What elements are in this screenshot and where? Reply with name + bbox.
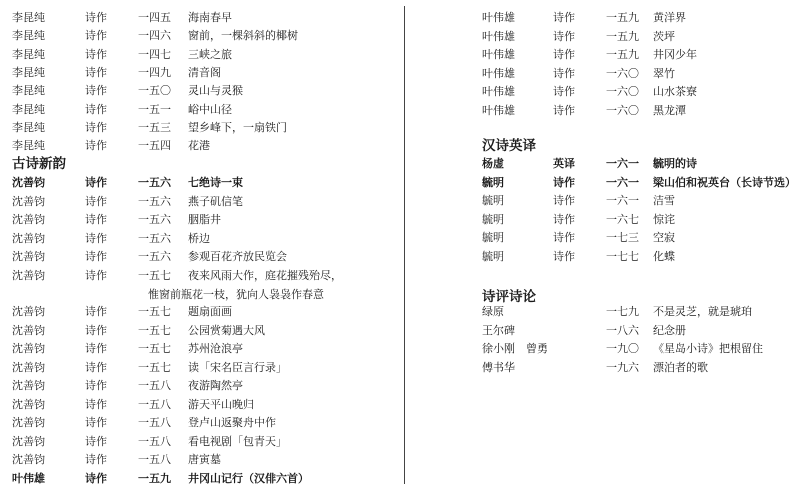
- entry-title: 桥边: [188, 231, 210, 245]
- entry-title: 望乡峰下，一扇铁门: [188, 120, 287, 134]
- entry-author: 沈善钧: [12, 416, 45, 429]
- entry-author: 叶伟雄: [12, 471, 45, 485]
- entry-author: 叶伟雄: [482, 66, 515, 80]
- entry-page: 一五六: [138, 231, 171, 245]
- entry-page: 一六〇: [606, 104, 639, 117]
- entry-type: 诗作: [85, 29, 107, 43]
- entry-type: 诗作: [85, 416, 107, 429]
- entry-author: 李昆纯: [12, 102, 45, 116]
- entry-title: 山水茶寮: [653, 85, 697, 99]
- entry-title-continuation: 惟窗前瓶花一枝，犹向人袅袅作春意: [148, 288, 324, 301]
- entry-page: 一五九: [606, 29, 639, 43]
- entry-type: 诗作: [85, 379, 107, 392]
- entry-type: 诗作: [85, 250, 107, 263]
- entry-page: 一五六: [138, 176, 171, 189]
- entry-title: 苏州沧浪亭: [188, 342, 243, 355]
- entry-page: 一五六: [138, 213, 171, 226]
- entry-type: 诗作: [553, 212, 575, 226]
- entry-page: 一五八: [138, 379, 171, 392]
- section-heading: 古诗新韵: [12, 156, 66, 172]
- entry-type: 诗作: [85, 397, 107, 411]
- entry-page: 一六七: [606, 212, 639, 226]
- entry-page: 一七九: [606, 305, 639, 318]
- entry-page: 一五六: [138, 250, 171, 263]
- entry-author: 叶伟雄: [482, 48, 515, 62]
- entry-page: 一七七: [606, 249, 639, 263]
- entry-author: 傅书华: [482, 360, 515, 374]
- entry-page: 一四六: [138, 29, 171, 43]
- entry-page: 一五七: [138, 342, 171, 355]
- entry-author: 沈善钧: [12, 434, 45, 448]
- entry-page: 一五八: [138, 397, 171, 411]
- entry-type: 诗作: [85, 453, 107, 466]
- entry-type: 诗作: [85, 213, 107, 226]
- entry-page: 一五七: [138, 305, 171, 318]
- entry-type: 诗作: [553, 249, 575, 263]
- section-heading: 汉诗英译: [482, 138, 536, 154]
- entry-title: 花港: [188, 139, 210, 153]
- entry-author: 沈善钧: [12, 268, 45, 282]
- entry-author: 叶伟雄: [482, 85, 515, 99]
- entry-type: 诗作: [85, 84, 107, 98]
- entry-type: 诗作: [85, 139, 107, 153]
- entry-page: 一九〇: [606, 342, 639, 355]
- entry-author: 李昆纯: [12, 11, 45, 24]
- entry-type: 诗作: [85, 65, 107, 79]
- entry-type: 诗作: [85, 342, 107, 355]
- entry-type: 诗作: [85, 231, 107, 245]
- entry-author: 毓明: [482, 175, 504, 189]
- entry-page: 一四九: [138, 65, 171, 79]
- entry-title: 纪念册: [653, 323, 686, 337]
- entry-page: 一六一: [606, 194, 639, 207]
- entry-type: 诗作: [85, 47, 107, 61]
- entry-author: 沈善钧: [12, 379, 45, 392]
- entry-page: 一五九: [606, 48, 639, 62]
- entry-page: 一五一: [138, 102, 171, 116]
- entry-author: 毓明: [482, 231, 504, 244]
- entry-page: 一五九: [138, 471, 171, 485]
- entry-type: 诗作: [553, 11, 575, 24]
- entry-page: 一五四: [138, 139, 171, 153]
- entry-type: 诗作: [85, 176, 107, 189]
- entry-page: 一六一: [606, 175, 639, 189]
- entry-page: 一五六: [138, 194, 171, 208]
- entry-title: 毓明的诗: [653, 157, 697, 170]
- entry-title: 三峡之旅: [188, 47, 232, 61]
- entry-type: 诗作: [553, 29, 575, 43]
- entry-author: 王尔碑: [482, 323, 515, 337]
- entry-title: 茨坪: [653, 29, 675, 43]
- entry-author: 沈善钧: [12, 250, 45, 263]
- entry-title: 梁山伯和祝英台（长诗节选）: [653, 175, 796, 189]
- entry-page: 一八六: [606, 323, 639, 337]
- column-divider: [404, 6, 405, 484]
- entry-page: 一五八: [138, 434, 171, 448]
- entry-author: 叶伟雄: [482, 29, 515, 43]
- entry-title: 黄洋界: [653, 11, 686, 24]
- entry-title: 海南春早: [188, 11, 232, 24]
- entry-author: 毓明: [482, 249, 504, 263]
- entry-type: 诗作: [85, 305, 107, 318]
- entry-type: 诗作: [85, 194, 107, 208]
- entry-author: 李昆纯: [12, 29, 45, 43]
- entry-type: 诗作: [85, 471, 107, 485]
- entry-title: 窗前，一棵斜斜的椰树: [188, 29, 298, 43]
- entry-title: 夜来风雨大作，庭花摧残殆尽，: [188, 268, 342, 282]
- entry-page: 一五八: [138, 416, 171, 429]
- entry-author: 沈善钧: [12, 397, 45, 411]
- entry-title: 胭脂井: [188, 213, 221, 226]
- entry-type: 诗作: [85, 323, 107, 337]
- entry-page: 一四七: [138, 47, 171, 61]
- entry-author: 李昆纯: [12, 120, 45, 134]
- entry-title: 井冈山记行（汉俳六首）: [188, 471, 309, 485]
- entry-title: 空寂: [653, 231, 675, 244]
- entry-title: 夜游陶然亭: [188, 379, 243, 392]
- entry-title: 唐寅墓: [188, 453, 221, 466]
- entry-author: 绿原: [482, 305, 504, 318]
- entry-page: 一五九: [606, 11, 639, 24]
- entry-author: 叶伟雄: [482, 11, 515, 24]
- entry-page: 一五三: [138, 120, 171, 134]
- entry-type: 诗作: [85, 11, 107, 24]
- entry-page: 一九六: [606, 360, 639, 374]
- entry-author: 李昆纯: [12, 47, 45, 61]
- entry-type: 诗作: [553, 66, 575, 80]
- entry-page: 一五七: [138, 323, 171, 337]
- entry-author: 李昆纯: [12, 84, 45, 98]
- entry-page: 一五七: [138, 268, 171, 282]
- entry-title: 不是灵芝，就是琥珀: [653, 305, 752, 318]
- entry-title: 《星岛小诗》把根留住: [653, 342, 763, 355]
- entry-title: 峪中山径: [188, 102, 232, 116]
- entry-author: 沈善钧: [12, 342, 45, 355]
- entry-author: 杨虚: [482, 157, 504, 170]
- entry-title: 参观百花齐放民览会: [188, 250, 287, 263]
- entry-author: 叶伟雄: [482, 104, 515, 117]
- entry-page: 一五八: [138, 453, 171, 466]
- entry-title: 漂泊者的歌: [653, 360, 708, 374]
- entry-author: 沈善钧: [12, 231, 45, 245]
- entry-title: 灵山与灵猴: [188, 84, 243, 98]
- entry-title: 惊诧: [653, 212, 675, 226]
- entry-author: 沈善钧: [12, 453, 45, 466]
- entry-title: 翠竹: [653, 66, 675, 80]
- section-heading: 诗评诗论: [482, 289, 536, 305]
- entry-author: 沈善钧: [12, 194, 45, 208]
- entry-title: 清音阁: [188, 65, 221, 79]
- entry-title: 公园赏菊遇大风: [188, 323, 265, 337]
- entry-title: 读「宋名臣言行录」: [188, 360, 287, 374]
- entry-type: 英译: [553, 157, 575, 170]
- entry-type: 诗作: [85, 120, 107, 134]
- entry-page: 一七三: [606, 231, 639, 244]
- entry-author: 毓明: [482, 212, 504, 226]
- entry-title: 登卢山返聚舟中作: [188, 416, 276, 429]
- entry-author: 李昆纯: [12, 139, 45, 153]
- entry-type: 诗作: [85, 102, 107, 116]
- entry-title: 井冈少年: [653, 48, 697, 62]
- entry-page: 一六〇: [606, 66, 639, 80]
- entry-page: 一六〇: [606, 85, 639, 99]
- entry-author: 沈善钧: [12, 213, 45, 226]
- entry-author: 沈善钧: [12, 176, 45, 189]
- entry-author: 沈善钧: [12, 305, 45, 318]
- entry-title: 看电视剧「包青天」: [188, 434, 287, 448]
- entry-title: 七绝诗一束: [188, 176, 243, 189]
- entry-type: 诗作: [553, 48, 575, 62]
- entry-type: 诗作: [553, 85, 575, 99]
- entry-title: 游天平山晚归: [188, 397, 254, 411]
- entry-page: 一六一: [606, 157, 639, 170]
- entry-author: 李昆纯: [12, 65, 45, 79]
- entry-type: 诗作: [553, 194, 575, 207]
- entry-type: 诗作: [553, 231, 575, 244]
- entry-author: 毓明: [482, 194, 504, 207]
- entry-title: 题扇面画: [188, 305, 232, 318]
- entry-author: 徐小刚 曾勇: [482, 342, 548, 355]
- entry-author: 沈善钧: [12, 360, 45, 374]
- entry-author: 沈善钧: [12, 323, 45, 337]
- entry-page: 一四五: [138, 11, 171, 24]
- entry-title: 燕子矶信笔: [188, 194, 243, 208]
- entry-title: 黑龙潭: [653, 104, 686, 117]
- entry-type: 诗作: [553, 104, 575, 117]
- entry-type: 诗作: [85, 360, 107, 374]
- entry-type: 诗作: [553, 175, 575, 189]
- entry-title: 洁雪: [653, 194, 675, 207]
- entry-page: 一五〇: [138, 84, 171, 98]
- entry-type: 诗作: [85, 434, 107, 448]
- entry-title: 化蝶: [653, 249, 675, 263]
- entry-type: 诗作: [85, 268, 107, 282]
- entry-page: 一五七: [138, 360, 171, 374]
